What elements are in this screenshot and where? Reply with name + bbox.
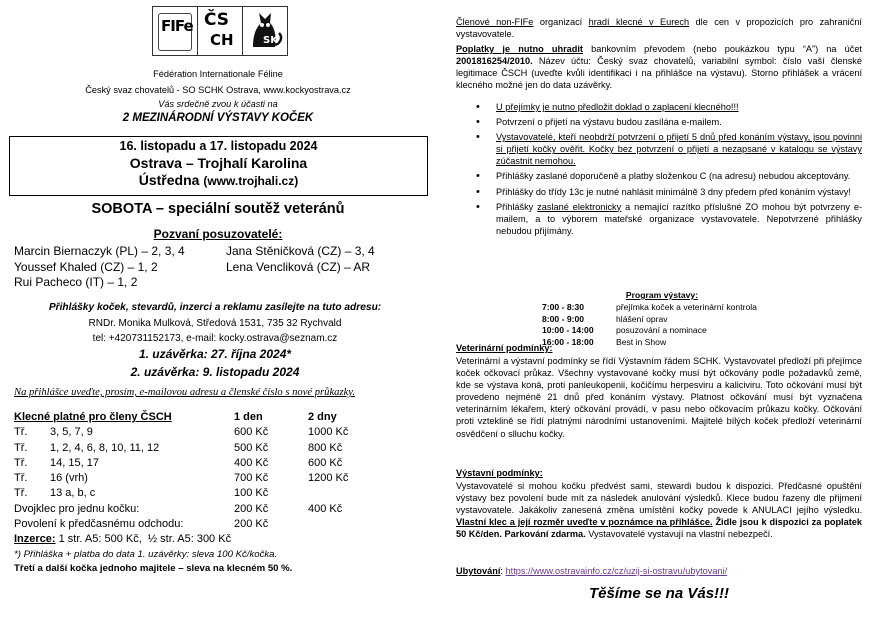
judges-row [14, 275, 414, 291]
show-dates: 16. listopadu a 17. listopadu 2024 [119, 139, 318, 153]
hall-web: (www.trojhali.cz) [203, 174, 299, 188]
table-row: Tř. 1, 2, 4, 6, 8, 10, 11, 12 500 Kč 800 Kč [14, 441, 343, 454]
list-item: • Přihlášky zaslané elektronicky a nemající razítko příslušné ZO mohou být potvrzeny e-mailem, a to výborem mateřské organizace vystavovatele. Nepotvrzené přihlášky nebudou přijímány. [496, 201, 862, 237]
club-logos [152, 6, 288, 56]
org-name: Fédération Internationale Féline [153, 69, 283, 79]
list-item: • Přihlášky do třídy 13c je nutné nahlásit minimálně 3 dny předem před konáním výstavy! [496, 186, 862, 198]
accommodation: Ubytování: https://www.ostravainfo.cz/cz/uzij-si-ostravu/ubytovani/ [456, 566, 728, 576]
judges-heading: Pozvaní posuzovatelé: [153, 227, 283, 241]
fees-payment-paragraph: Poplatky je nutno uhradit bankovním převodem (nebo poukázkou typu “A”) na účet 2001816254/2010. Název účtu: Český svaz chovatelů, variabilní symbol: číslo vaší členské legitimace ČSCH (uveďte kvůli identifikaci i na přihlášce na výstavu). Storno přihlášek a vrácení klecného možné jen do data uzávěrky. [456, 44, 862, 91]
applications-line: Přihlášky koček, stevardů, inzerci a reklamu zasílejte na tuto adresu: [48, 302, 382, 313]
date-box [9, 136, 428, 196]
csch-logo [198, 7, 243, 55]
show-hall [10, 172, 427, 188]
fees-header [14, 410, 388, 425]
judges-list [14, 244, 414, 291]
discount-note: *) Přihláška + platba do data 1. uzávěrky: sleva 100 Kč/kočka. [14, 548, 278, 560]
list-item: • Vystavovatelé, kteří neobdrží potvrzení o přijetí 5 dnů před konáním výstavy, jsou povinni si přijetí kočky ověřit. Kočky bez potvrzení o přijetí a nezapsané v katalogu se výstavy zúčastnit nemohou. [496, 131, 862, 167]
judge: Marcin Biernaczyk (PL) – 2, 3, 4 [14, 244, 185, 258]
list-item: • Přihlášky zaslané doporučeně a platby složenkou C (na adresu) nebudou akceptovány. [496, 170, 862, 182]
cat-icon [243, 7, 287, 53]
applications-contact: tel: +420731152173, e-mail: kocky.ostrava@seznam.cz [92, 333, 338, 344]
fees-header-1day: 1 den [234, 411, 263, 423]
applications-address: RNDr. Monika Mulková, Středová 1531, 735 32 Rychvald [88, 318, 342, 329]
table-row: Tř. 16 (vrh) 700 Kč 1200 Kč [14, 472, 349, 485]
show-title: 2 MEZINÁRODNÍ VÝSTAVY KOČEK [122, 112, 314, 124]
judge: Youssef Khaled (CZ) – 1, 2 [14, 259, 158, 274]
sk-logo-text: SK [263, 35, 278, 46]
table-row: 8:00 - 9:00 hlášení oprav [542, 313, 668, 324]
accommodation-label: Ubytování [456, 566, 501, 576]
third-cat-note: Třetí a další kočka jednoho majitele – sleva na klecném 50 %. [14, 562, 293, 574]
show-conditions-title: Výstavní podmínky: [456, 468, 543, 478]
closing-line: Těšíme se na Vás!!! [588, 585, 730, 602]
vet-text: Veterinární a výstavní podmínky se řídí Výstavním řádem SCHK. Vystavovatel předloží při přejímce koček očkovací průkaz. Všechny vystavované kočky musí být očkovány podle požadavků země, kde se výstava koná, proti panleukopenii, kočičímu herpesviru a kaliciviru. Toto očkování musí být provedeno nejméně 21 dnů před konáním výstavy. Platnost očkování musí být vyznačena veterinárním lékařem, který očkování provádí, v pasu nebo očkovacím průkazu kočky. Očkování proti vzteklině se řídí platnými národními ustanoveními. Majitelé bílých koček předloží veterinární osvědčení o slluchu kočky. [456, 356, 862, 439]
judges-row [14, 260, 414, 276]
left-column [0, 0, 430, 620]
ads-label: Inzerce: [14, 533, 56, 546]
judge: Jana Stěničková (CZ) – 3, 4 [226, 244, 375, 258]
list-item: • Potvrzení o přijetí na výstavu budou zasílána e-mailem. [496, 116, 862, 128]
fife-logo [153, 7, 198, 55]
deadline-2: 2. uzávěrka: 9. listopadu 2024 [130, 365, 300, 379]
judges-row [14, 244, 414, 260]
table-row: Tř. 13 a, b, c 100 Kč [14, 487, 269, 500]
invite-line: Vás srdečně zvou k účasti na [158, 99, 278, 109]
show-venue: Ostrava – Trojhalí Karolina [129, 155, 308, 171]
list-item: • U přejímky je nutno předložit doklad o zaplacení klecného!!! [496, 101, 862, 113]
cat-logo [243, 7, 287, 55]
fees-table [14, 410, 388, 576]
deadline-1: 1. uzávěrka: 27. října 2024* [138, 347, 292, 361]
csch-logo-bottom: CH [210, 31, 234, 49]
vet-title: Veterinární podmínky: [456, 343, 553, 353]
ads-row [14, 532, 388, 547]
accommodation-link[interactable]: https://www.ostravainfo.cz/cz/uzij-si-ostravu/ubytovani/ [505, 566, 728, 576]
program-title: Program výstavy: [625, 290, 699, 300]
application-note: Na přihlášce uveďte, prosím, e-mailovou adresu a členské číslo s nové průkazky. [14, 387, 356, 398]
table-row: Tř. 14, 15, 17 400 Kč 600 Kč [14, 456, 343, 469]
non-fife-paragraph: Členové non-FIFe organizací hradí klecné v Eurech dle cen v propozicích pro zahraniční vystavovatele. [456, 17, 862, 40]
table-row: Dvojklec pro jednu kočku: 200 Kč 400 Kč [14, 502, 343, 515]
table-row: 10:00 - 14:00 posuzování a nominace [542, 325, 707, 336]
ads-text: 1 str. A5: 500 Kč, ½ str. A5: 300 Kč [55, 533, 232, 546]
fees-header-2days: 2 dny [308, 411, 337, 423]
fife-logo-text: FIFe [161, 17, 193, 35]
table-row: 16:00 - 18:00 Best in Show [542, 337, 667, 348]
hall-name: Ústředna [138, 172, 200, 188]
judge: Lena Vencliková (CZ) – AR [226, 259, 371, 274]
show-conditions-text: Vystavovatelé si mohou kočku předvést sami, stewardi budou k dispozici. Předčasné opuštění výstavy bez povolení bude mít za následek anulování výsledků. Klece budou řazeny dle přijmení vystavovatele. Jakákoliv zanesená změna umístění kočky povede k ANULACI jejího výsledku. Vlastní klec a její rozměr uveďte v poznámce na přihlášce. Židle jsou k dispozici za poplatek 50 Kč/den. Parkování zdarma. Vystavovatelé vystavují na vlastní nebezpečí. [456, 481, 862, 540]
csch-logo-top: ČS [204, 10, 230, 30]
judge: Rui Pacheco (IT) – 1, 2 [14, 275, 138, 289]
table-row: 7:00 - 8:30 přejímka koček a veterinární kontrola [542, 301, 757, 312]
program [542, 290, 757, 349]
right-column [446, 0, 866, 620]
saturday-title: SOBOTA – speciální soutěž veteránů [91, 201, 345, 217]
rules-list [456, 101, 862, 240]
club-line: Český svaz chovatelů - SO SCHK Ostrava, www.kockyostrava.cz [85, 85, 351, 95]
table-row: Povolení k předčasnému odchodu: 200 Kč [14, 518, 269, 531]
table-row: Tř. 3, 5, 7, 9 600 Kč 1000 Kč [14, 426, 349, 439]
fees-header-title: Klecné platné pro členy ČSCH [14, 411, 172, 423]
